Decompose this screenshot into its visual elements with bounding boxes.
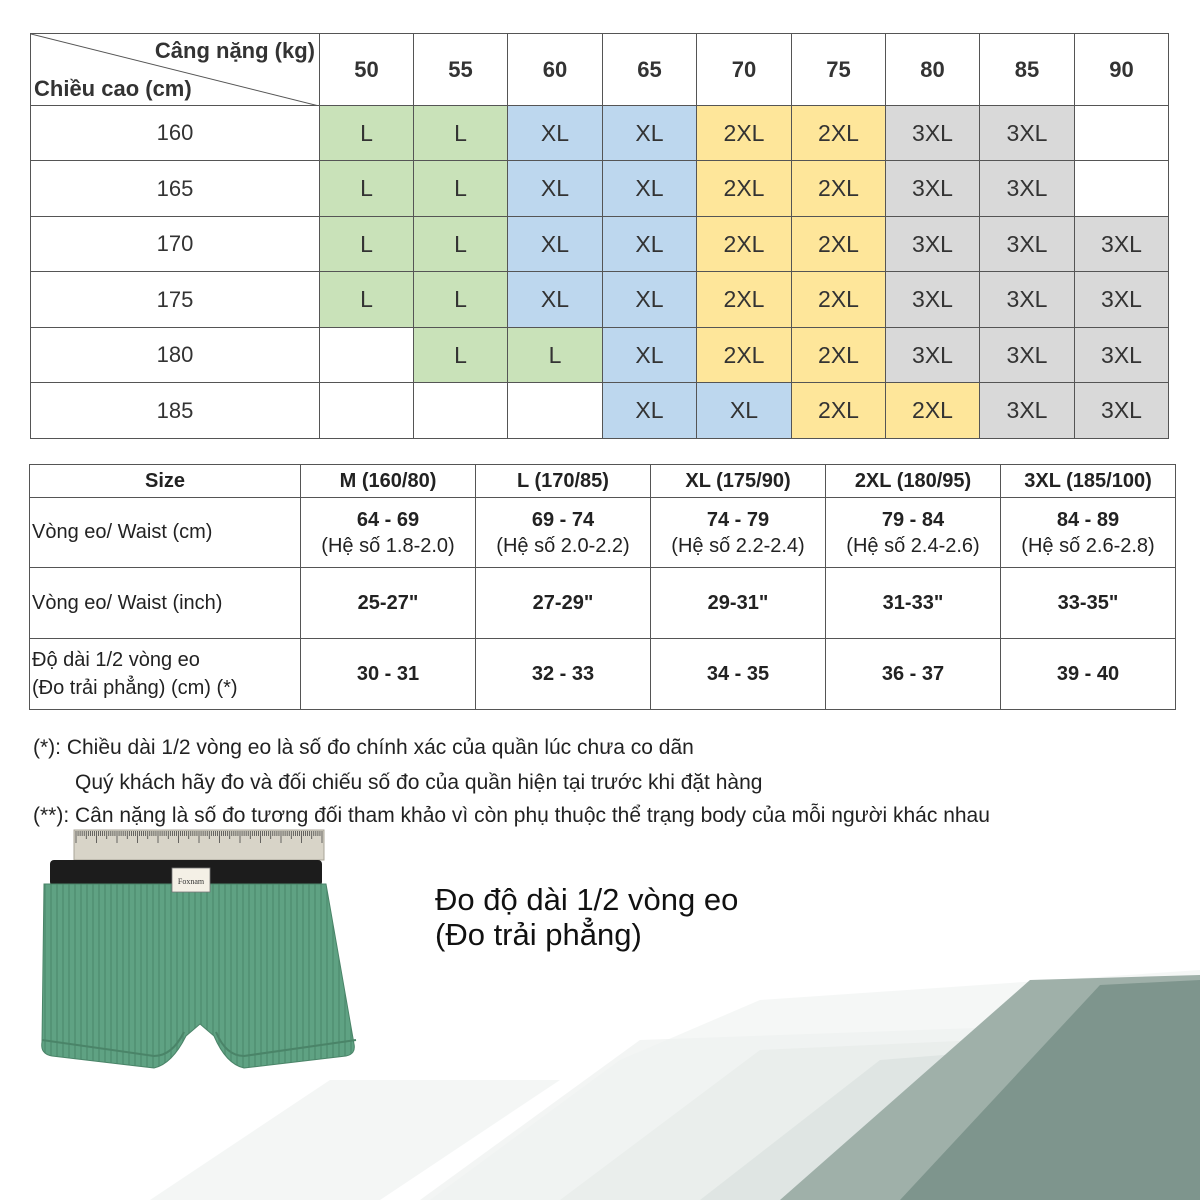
size-cell: 3XL bbox=[886, 217, 980, 272]
size-cell: 3XL bbox=[980, 328, 1075, 383]
waist-range: 84 - 89 bbox=[1056, 508, 1120, 531]
half-waist-cell: 39 - 40 bbox=[1001, 639, 1176, 710]
height-label: 175 bbox=[31, 272, 320, 328]
size-cell: 2XL bbox=[697, 161, 792, 217]
waist-range: 79 - 84 bbox=[881, 508, 945, 531]
size-cell: XL bbox=[603, 328, 697, 383]
size-cell: 3XL bbox=[1075, 328, 1169, 383]
waist-coefficient: (Hệ số 1.8-2.0) bbox=[321, 534, 455, 557]
size-cell: 3XL bbox=[980, 106, 1075, 161]
size-cell: L bbox=[414, 106, 508, 161]
height-label: 170 bbox=[31, 217, 320, 272]
size-cell: L bbox=[414, 161, 508, 217]
size-cell: L bbox=[320, 272, 414, 328]
waist-cm-cell bbox=[651, 498, 826, 568]
waist-inch-cell: 25-27" bbox=[301, 568, 476, 639]
waist-range: 69 - 74 bbox=[531, 508, 595, 531]
waist-measurement-table bbox=[29, 464, 1176, 710]
height-label: 185 bbox=[31, 383, 320, 439]
height-axis-label: Chiều cao (cm) bbox=[34, 76, 192, 101]
size-cell: XL bbox=[508, 106, 603, 161]
size-cell: L bbox=[508, 328, 603, 383]
size-cell: 3XL bbox=[980, 161, 1075, 217]
size-column-header: XL (175/90) bbox=[651, 465, 826, 498]
note-measure-advice: Quý khách hãy đo và đối chiếu số đo của quần hiện tại trước khi đặt hàng bbox=[75, 771, 763, 794]
waist-inch-cell: 29-31" bbox=[651, 568, 826, 639]
size-cell: 3XL bbox=[980, 217, 1075, 272]
size-cell: XL bbox=[603, 272, 697, 328]
size-cell: XL bbox=[603, 161, 697, 217]
size-cell: 3XL bbox=[980, 383, 1075, 439]
waist-cm-cell bbox=[301, 498, 476, 568]
note-half-waist: (*): Chiều dài 1/2 vòng eo là số đo chính xác của quần lúc chưa co dãn bbox=[33, 736, 694, 759]
waist-coefficient: (Hệ số 2.4-2.6) bbox=[846, 534, 980, 557]
size-chart-row bbox=[31, 328, 1169, 383]
garment-body bbox=[42, 884, 355, 1068]
size-header: Size bbox=[30, 465, 301, 498]
weight-header: 55 bbox=[414, 34, 508, 106]
size-cell: 3XL bbox=[1075, 272, 1169, 328]
size-column-header: 3XL (185/100) bbox=[1001, 465, 1176, 498]
size-cell: XL bbox=[508, 217, 603, 272]
size-cell: 3XL bbox=[886, 328, 980, 383]
size-cell: L bbox=[320, 217, 414, 272]
weight-header: 75 bbox=[792, 34, 886, 106]
note-weight: (**): Cân nặng là số đo tương đối tham khảo vì còn phụ thuộc thể trạng body của mỗi người khác nhau bbox=[33, 804, 990, 827]
weight-header: 60 bbox=[508, 34, 603, 106]
half-waist-cell: 36 - 37 bbox=[826, 639, 1001, 710]
size-cell: 2XL bbox=[792, 161, 886, 217]
waist-coefficient: (Hệ số 2.0-2.2) bbox=[496, 534, 630, 557]
size-cell: 2XL bbox=[886, 383, 980, 439]
weight-header: 90 bbox=[1075, 34, 1169, 106]
size-chart-table bbox=[30, 33, 1169, 439]
half-waist-cell: 34 - 35 bbox=[651, 639, 826, 710]
size-cell: 2XL bbox=[792, 383, 886, 439]
height-label: 160 bbox=[31, 106, 320, 161]
size-column-header: L (170/85) bbox=[476, 465, 651, 498]
weight-axis-label: Câng nặng (kg) bbox=[154, 38, 315, 63]
waist-table-header-row bbox=[30, 465, 1176, 498]
size-cell: XL bbox=[508, 161, 603, 217]
size-cell: 2XL bbox=[792, 328, 886, 383]
size-cell bbox=[1075, 161, 1169, 217]
size-chart-header-row bbox=[31, 34, 1169, 106]
weight-header: 80 bbox=[886, 34, 980, 106]
waist-cm-cell bbox=[476, 498, 651, 568]
waist-cm-row bbox=[30, 498, 1176, 568]
size-cell: L bbox=[320, 161, 414, 217]
weight-header: 50 bbox=[320, 34, 414, 106]
brand-tag-text: Foxnam bbox=[177, 877, 205, 886]
waist-coefficient: (Hệ số 2.2-2.4) bbox=[671, 534, 805, 557]
size-cell: 2XL bbox=[697, 272, 792, 328]
row-label-line2: (Đo trải phẳng) (cm) (*) bbox=[32, 677, 238, 699]
measure-caption bbox=[435, 882, 738, 952]
waist-inch-row bbox=[30, 568, 1176, 639]
half-waist-cell: 30 - 31 bbox=[301, 639, 476, 710]
size-cell: 2XL bbox=[792, 217, 886, 272]
size-chart-row bbox=[31, 217, 1169, 272]
half-waist-row bbox=[30, 639, 1176, 710]
size-cell bbox=[508, 383, 603, 439]
row-label bbox=[30, 639, 301, 710]
size-cell: XL bbox=[603, 383, 697, 439]
size-cell bbox=[1075, 106, 1169, 161]
waist-range: 64 - 69 bbox=[356, 508, 420, 531]
size-cell: L bbox=[414, 328, 508, 383]
size-cell bbox=[414, 383, 508, 439]
half-waist-cell: 32 - 33 bbox=[476, 639, 651, 710]
size-cell: 2XL bbox=[792, 272, 886, 328]
boxer-brief-photo bbox=[30, 828, 370, 1128]
waist-inch-cell: 31-33" bbox=[826, 568, 1001, 639]
waist-cm-cell bbox=[826, 498, 1001, 568]
size-chart-row bbox=[31, 106, 1169, 161]
waist-inch-cell: 33-35" bbox=[1001, 568, 1176, 639]
size-cell: 3XL bbox=[1075, 217, 1169, 272]
row-label-line1: Độ dài 1/2 vòng eo bbox=[32, 649, 200, 671]
size-cell: 2XL bbox=[697, 328, 792, 383]
measure-caption-line1: Đo độ dài 1/2 vòng eo bbox=[435, 882, 739, 917]
size-cell: 3XL bbox=[886, 161, 980, 217]
size-chart-row bbox=[31, 272, 1169, 328]
size-cell: 3XL bbox=[1075, 383, 1169, 439]
size-cell: 3XL bbox=[980, 272, 1075, 328]
height-label: 165 bbox=[31, 161, 320, 217]
size-cell: 2XL bbox=[697, 106, 792, 161]
size-cell: 3XL bbox=[886, 106, 980, 161]
size-cell: L bbox=[414, 272, 508, 328]
ruler-icon bbox=[74, 830, 324, 860]
row-label: Vòng eo/ Waist (cm) bbox=[30, 498, 301, 568]
size-cell: XL bbox=[603, 106, 697, 161]
waist-cm-cell bbox=[1001, 498, 1176, 568]
size-cell: XL bbox=[508, 272, 603, 328]
waist-range: 74 - 79 bbox=[706, 508, 770, 531]
size-chart-row bbox=[31, 383, 1169, 439]
size-cell: XL bbox=[697, 383, 792, 439]
measure-caption-line2: (Đo trải phẳng) bbox=[435, 917, 642, 952]
size-column-header: M (160/80) bbox=[301, 465, 476, 498]
size-chart-corner-cell bbox=[31, 34, 320, 106]
weight-header: 85 bbox=[980, 34, 1075, 106]
size-cell: 2XL bbox=[792, 106, 886, 161]
size-column-header: 2XL (180/95) bbox=[826, 465, 1001, 498]
size-cell bbox=[320, 383, 414, 439]
waist-coefficient: (Hệ số 2.6-2.8) bbox=[1021, 534, 1155, 557]
size-cell: 3XL bbox=[886, 272, 980, 328]
size-cell bbox=[320, 328, 414, 383]
row-label: Vòng eo/ Waist (inch) bbox=[30, 568, 301, 639]
size-cell: 2XL bbox=[697, 217, 792, 272]
size-cell: XL bbox=[603, 217, 697, 272]
height-label: 180 bbox=[31, 328, 320, 383]
size-cell: L bbox=[320, 106, 414, 161]
waist-inch-cell: 27-29" bbox=[476, 568, 651, 639]
weight-header: 65 bbox=[603, 34, 697, 106]
size-chart-row bbox=[31, 161, 1169, 217]
size-cell: L bbox=[414, 217, 508, 272]
weight-header: 70 bbox=[697, 34, 792, 106]
